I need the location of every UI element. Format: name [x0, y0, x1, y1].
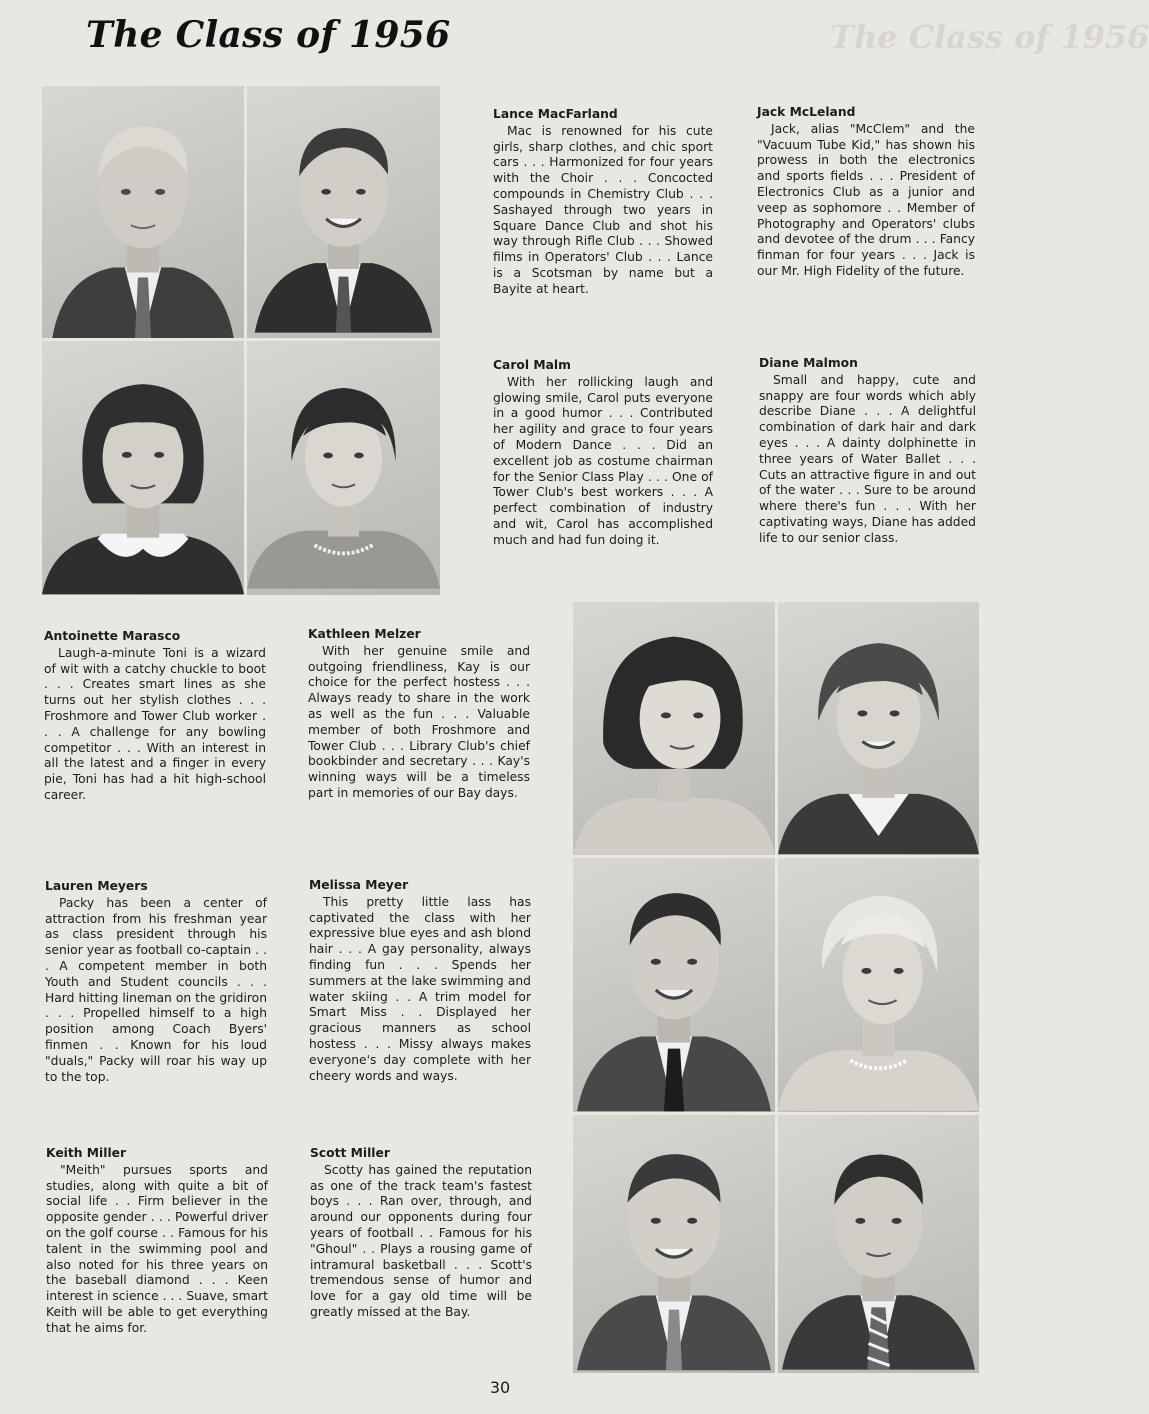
portrait-photo	[778, 1115, 979, 1373]
portrait-keith-miller-icon	[573, 1115, 775, 1373]
student-name: Scott Miller	[310, 1146, 390, 1160]
portrait-lauren-meyers-icon	[573, 858, 775, 1112]
student-bio-text: With her rollicking laugh and glowing smile, Carol puts everyone in a good humor . . . Contributed her agility and grace to four years of Modern Dance . . . Did an excellent job as costume chairman for the Senior Class Play . . . One of Tower Club's best workers . . . A perfect combination of industry and wit, Carol has accomplished much and had fun doing it.	[493, 374, 713, 547]
student-name: Jack McLeland	[757, 105, 856, 119]
student-name: Melissa Meyer	[309, 878, 409, 892]
portrait-jack-mcleland-icon	[247, 86, 440, 338]
student-name: Kathleen Melzer	[308, 627, 421, 641]
portrait-photo	[573, 858, 775, 1112]
student-bio-text: Scotty has gained the reputation as one of the track team's fastest boys . . . Ran over, through, and around our opponents during four years of football . . Famous for his "Ghoul" . . Plays a rousing game of intramural basketball . . . Scott's tremendous sense of humor and love for a gay old time will be greatly missed at the Bay.	[310, 1162, 532, 1319]
student-bio	[493, 358, 713, 549]
student-name: Carol Malm	[493, 358, 571, 372]
portrait-diane-malmon-icon	[247, 341, 440, 595]
student-bio-text: Laugh-a-minute Toni is a wizard of wit with a catchy chuckle to boot . . . Creates smart lines as she turns out her stylish clothes . . . Froshmore and Tower Club worker . . . A challenge for any bowling competitor . . . With an interest in all the latest and a finger in every pie, Toni has had a hit high-school career.	[44, 645, 266, 802]
portrait-antoinette-marasco-icon	[573, 602, 775, 855]
student-name: Lance MacFarland	[493, 107, 618, 121]
student-bio	[493, 107, 713, 298]
student-bio	[309, 878, 531, 1084]
student-bio-text: Jack, alias "McClem" and the "Vacuum Tube Kid," has shown his prowess in both the electronics and sports fields . . . President of Electronics Club as a junior and veep as sophomore . . Member of Photography and Operators' clubs and devotee of the drum . . . Fancy finman for four years . . . Jack is our Mr. High Fidelity of the future.	[757, 121, 975, 278]
student-bio-text: Small and happy, cute and snappy are four words which ably describe Diane . . . A delightful combination of dark hair and dark eyes . . . A dainty dolphinette in three years of Water Ballet . . . Cuts an attractive figure in and out of the water . . . Sure to be around where there's fun . . . With her captivating ways, Diane has added life to our senior class.	[759, 372, 976, 545]
portrait-photo	[247, 341, 440, 595]
portrait-photo	[247, 86, 440, 338]
portrait-lance-macfarland-icon	[42, 86, 244, 338]
student-bio	[308, 627, 530, 802]
portrait-photo	[778, 858, 979, 1112]
portrait-photo	[573, 1115, 775, 1373]
student-bio	[310, 1146, 532, 1321]
student-bio-text: Packy has been a center of attraction from his freshman year as class president through his senior year as football co-captain . . . A competent member in both Youth and Student councils . . . Hard hitting lineman on the gridiron . . . Propelled himself to a high position among Coach Byers' finmen . . Known for his loud "duals," Packy will roar his way up to the top.	[45, 895, 267, 1084]
student-name: Diane Malmon	[759, 356, 858, 370]
portrait-photo	[42, 86, 244, 338]
portrait-photo	[42, 341, 244, 595]
student-bio-text: With her genuine smile and outgoing friendliness, Kay is our choice for the perfect hostess . . . Always ready to share in the work as well as the fun . . . Valuable member of both Froshmore and Tower Club . . . Library Club's chief bookbinder and secretary . . . Kay's winning ways will be a timeless part in memories of our Bay days.	[308, 643, 530, 800]
student-bio-text: "Meith" pursues sports and studies, along with quite a bit of social life . . Firm believer in the opposite gender . . . Powerful driver on the golf course . . Famous for his talent in the swimming pool and also noted for his three years on the baseball diamond . . . Keen interest in science . . . Suave, smart Keith will be able to get everything that he aims for.	[46, 1162, 268, 1335]
student-bio	[759, 356, 976, 547]
portrait-scott-miller-icon	[778, 1115, 979, 1373]
portrait-photo	[573, 602, 775, 855]
student-bio	[44, 629, 266, 804]
portrait-melissa-meyer-icon	[778, 858, 979, 1112]
student-bio	[45, 879, 267, 1085]
student-bio	[757, 105, 975, 280]
student-name: Antoinette Marasco	[44, 629, 181, 643]
student-bio-text: Mac is renowned for his cute girls, sharp clothes, and chic sport cars . . . Harmonized for four years with the Choir . . . Concocted compounds in Chemistry Club . . . Sashayed through two years in Square Dance Club and shot his way through Rifle Club . . . Showed films in Operators' Club . . . Lance is a Scotsman by name but a Bayite at heart.	[493, 123, 713, 296]
portrait-photo	[778, 602, 979, 855]
student-name: Keith Miller	[46, 1146, 127, 1160]
student-bio	[46, 1146, 268, 1337]
student-name: Lauren Meyers	[45, 879, 148, 893]
bleed-through-title: The Class of 1956	[830, 18, 1149, 56]
student-bio-text: This pretty little lass has captivated the class with her expressive blue eyes and ash blond hair . . . A gay personality, always finding fun . . . Spends her summers at the lake swimming and water skiing . . A trim model for Smart Miss . . Displayed her gracious manners as school hostess . . . Missy always makes everyone's day complete with her cheery words and ways.	[309, 894, 531, 1083]
page-title: The Class of 1956	[86, 14, 451, 56]
portrait-kathleen-melzer-icon	[778, 602, 979, 855]
page-number: 30	[489, 1378, 511, 1397]
portrait-carol-malm-icon	[42, 341, 244, 595]
